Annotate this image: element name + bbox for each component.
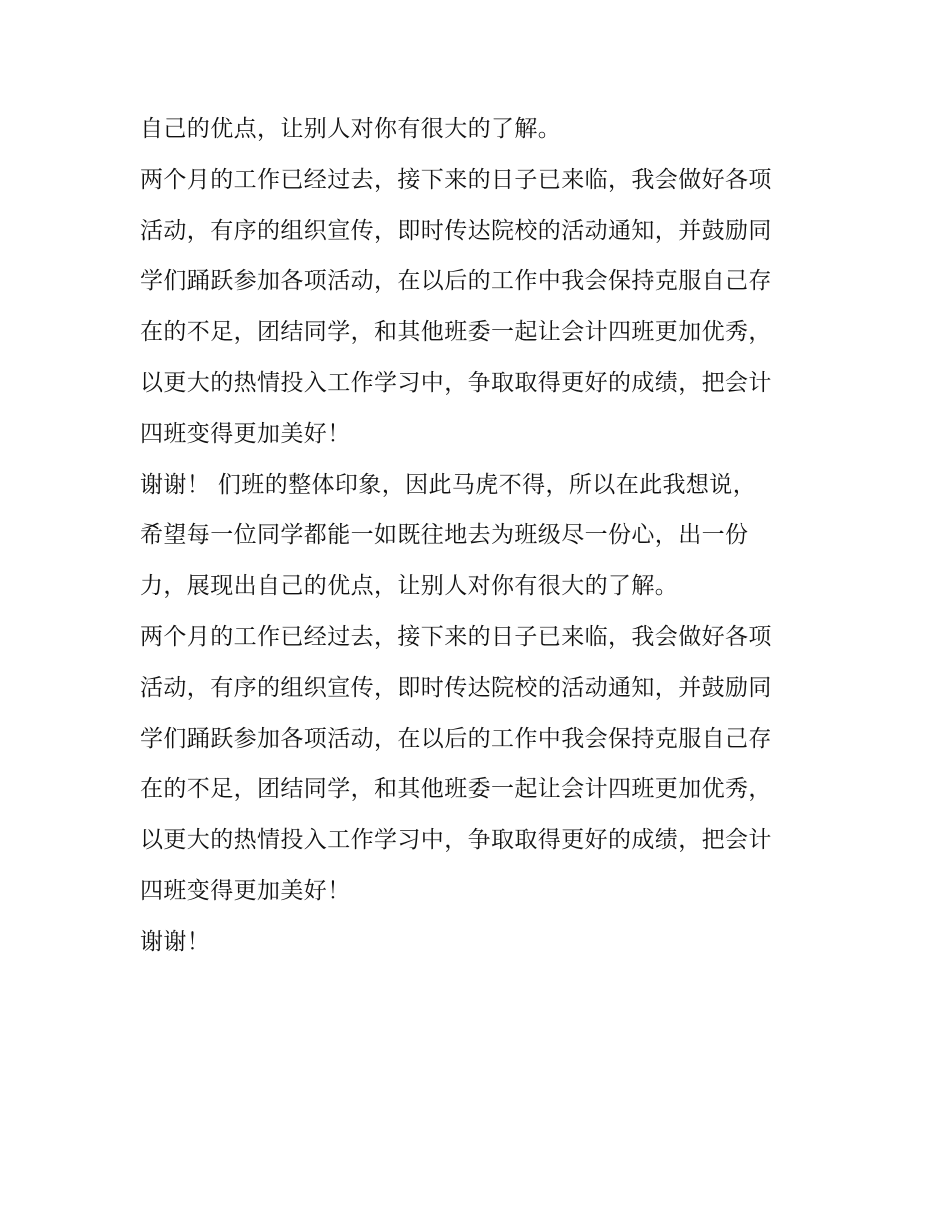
text-line: 谢谢！ 们班的整体印象，因此马虎不得，所以在此我想说，	[140, 471, 757, 498]
text-line: 两个月的工作已经过去，接下来的日子已来临，我会做好各项	[140, 623, 772, 650]
text-line: 活动，有序的组织宣传，即时传达院校的活动通知，并鼓励同	[140, 217, 772, 244]
body-text	[140, 104, 840, 968]
text-line: 在的不足，团结同学，和其他班委一起让会计四班更加优秀，	[140, 776, 772, 803]
text-line: 力，展现出自己的优点，让别人对你有很大的了解。	[140, 573, 679, 600]
text-line: 四班变得更加美好！	[140, 420, 351, 447]
text-line: 谢谢！	[140, 928, 211, 955]
text-line: 在的不足，团结同学，和其他班委一起让会计四班更加优秀，	[140, 319, 772, 346]
text-line: 以更大的热情投入工作学习中，争取取得更好的成绩，把会计	[140, 369, 772, 396]
text-line: 四班变得更加美好！	[140, 877, 351, 904]
text-line: 以更大的热情投入工作学习中，争取取得更好的成绩，把会计	[140, 827, 772, 854]
text-line: 学们踊跃参加各项活动，在以后的工作中我会保持克服自己存	[140, 725, 772, 752]
text-line: 希望每一位同学都能一如既往地去为班级尽一份心，出一份	[140, 522, 749, 549]
text-line: 活动，有序的组织宣传，即时传达院校的活动通知，并鼓励同	[140, 674, 772, 701]
text-line: 自己的优点，让别人对你有很大的了解。	[140, 116, 562, 142]
text-line: 学们踊跃参加各项活动，在以后的工作中我会保持克服自己存	[140, 268, 772, 295]
text-line: 两个月的工作已经过去，接下来的日子已来临，我会做好各项	[140, 166, 772, 193]
